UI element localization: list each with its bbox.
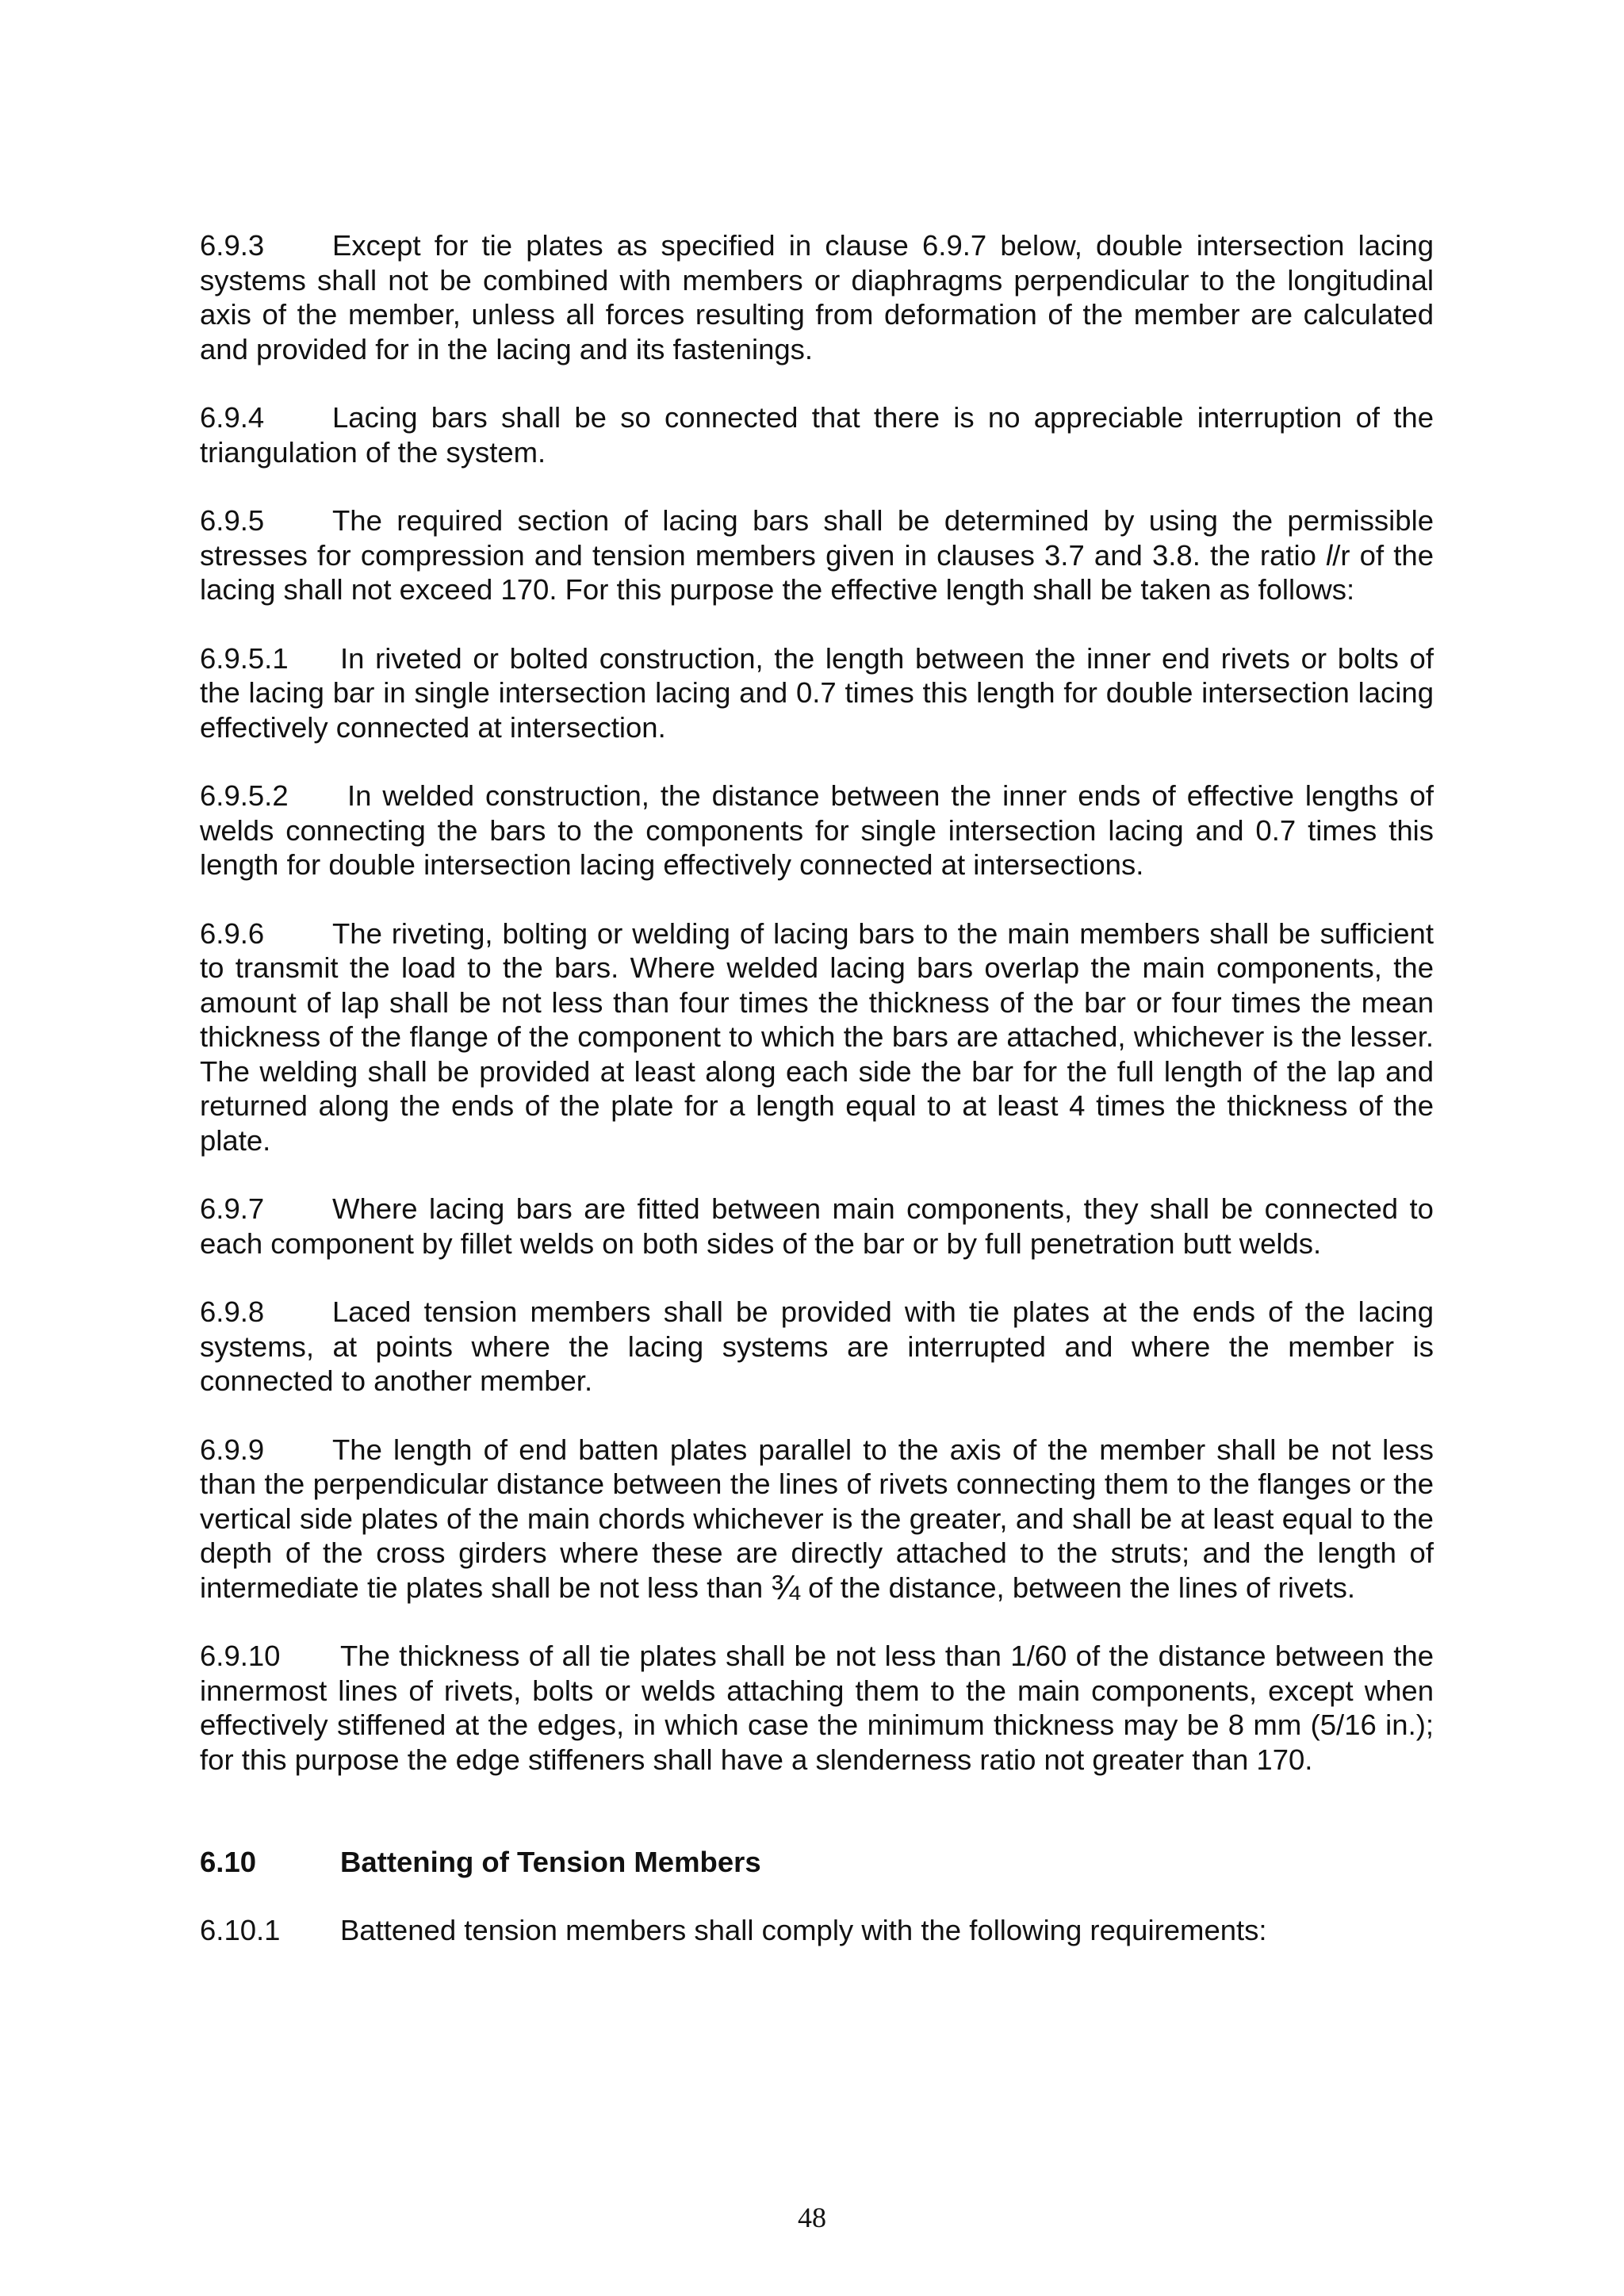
clause-number: 6.9.10 <box>200 1640 281 1672</box>
three-quarters-fraction: ¾ <box>771 1567 800 1607</box>
clause-text: In riveted or bolted construction, the length between the inner end rivets or bolts of the lacing bar in single intersection lacing and 0.7 times this length for double intersection lacing effectively connected at intersection. <box>200 641 1434 744</box>
clause-text: The riveting, bolting or welding of lacing bars to the main members shall be sufficient to transmit the load to the bars. Where welded lacing bars overlap the main components, the amount of lap shall be not less than four times the thickness of the bar or four times the mean thickness of the flange of the component to which the bars are attached, whichever is the lesser. The welding shall be provided at least along each side the bar for the full length of the lap and returned along the ends of the plate for a length equal to at least 4 times the thickness of the plate. <box>200 916 1434 1157</box>
clause-6-9-10 <box>200 1639 1434 1777</box>
italic-symbol: l <box>1326 538 1333 572</box>
clause-6-9-9 <box>200 1433 1434 1605</box>
clause-6-9-3 <box>200 228 1434 366</box>
clause-6-9-5 <box>200 503 1434 607</box>
page-number: 48 <box>798 2202 826 2233</box>
clause-number: 6.9.6 <box>200 916 265 950</box>
clause-6-9-6 <box>200 916 1434 1158</box>
clause-text: The thickness of all tie plates shall be not less than 1/60 of the distance between the innermost lines of rivets, bolts or welds attaching them to the main components, except when effectively stiffened at the edges, in which case the minimum thickness may be 8 mm (5/16 in.); for this purpose the edge stiffeners shall have a slenderness ratio not greater than 170. <box>200 1640 1434 1776</box>
clause-number: 6.9.9 <box>200 1433 265 1466</box>
clause-6-9-5-2 <box>200 779 1434 882</box>
clause-6-9-4 <box>200 400 1434 469</box>
clause-number: 6.9.7 <box>200 1192 265 1225</box>
clause-number: 6.9.5.2 <box>200 779 289 812</box>
clause-6-10-1 <box>200 1913 1434 1948</box>
clause-text-end: of the distance, between the lines of rivets. <box>800 1571 1355 1604</box>
clause-text: Battened tension members shall comply with the following requirements: <box>340 1913 1267 1946</box>
clause-number: 6.9.3 <box>200 229 265 262</box>
section-title: Battening of Tension Members <box>340 1846 761 1878</box>
clause-number: 6.9.5.1 <box>200 641 289 675</box>
section-heading <box>200 1845 1434 1880</box>
clause-number: 6.9.8 <box>200 1295 265 1328</box>
clause-6-9-8 <box>200 1295 1434 1399</box>
clause-text: Except for tie plates as specified in clause 6.9.7 below, double intersection lacing systems shall not be combined with members or diaphragms perpendicular to the longitudinal axis of the member, unless all forces resulting from deformation of the member are calculated and provided for in the lacing and its fastenings. <box>200 229 1434 365</box>
clause-text: Lacing bars shall be so connected that there is no appreciable interruption of the triangulation of the system. <box>200 401 1434 469</box>
clause-number: 6.9.4 <box>200 401 265 434</box>
document-body <box>200 228 1434 1947</box>
clause-text-end: /r of the lacing shall not exceed 170. For this purpose the effective length shall be taken as follows: <box>200 538 1434 606</box>
clause-text-start: The required section of lacing bars shall be determined by using the permissible stresses for compression and tension members given in clauses 3.7 and 3.8. the ratio <box>200 504 1434 572</box>
clause-6-9-5-1 <box>200 641 1434 745</box>
clause-text: In welded construction, the distance between the inner ends of effective lengths of welds connecting the bars to the components for single intersection lacing and 0.7 times this length for double intersection lacing effectively connected at intersections. <box>200 779 1434 881</box>
clause-6-9-7 <box>200 1192 1434 1261</box>
clause-number: 6.9.5 <box>200 504 265 537</box>
clause-text-start: The length of end batten plates parallel to the axis of the member shall be not less than the perpendicular distance between the lines of rivets connecting them to the flanges or the vertical side plates of the main chords whichever is the greater, and shall be at least equal to the depth of the cross girders where these are directly attached to the struts; and the length of intermediate tie plates shall be not less than <box>200 1433 1434 1604</box>
clause-text: Where lacing bars are fitted between main components, they shall be connected to each component by fillet welds on both sides of the bar or by full penetration butt welds. <box>200 1192 1434 1260</box>
clause-number: 6.10.1 <box>200 1913 281 1946</box>
section-number: 6.10 <box>200 1846 257 1878</box>
clause-text: Laced tension members shall be provided with tie plates at the ends of the lacing systems, at points where the lacing systems are interrupted and where the member is connected to another member. <box>200 1295 1434 1397</box>
